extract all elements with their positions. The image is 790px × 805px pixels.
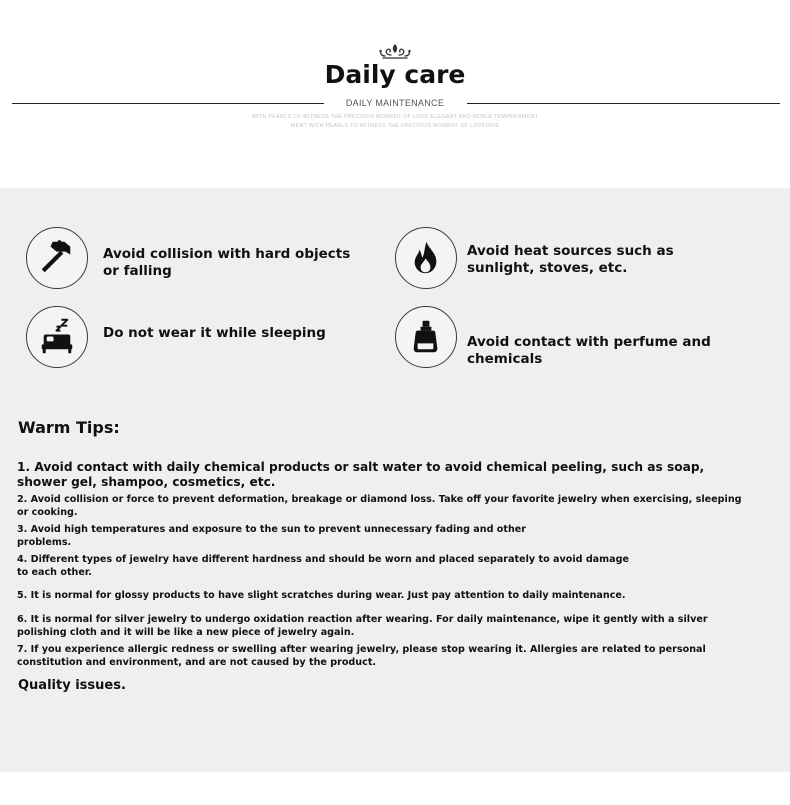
ornament-icon [377, 41, 413, 61]
tip-item: 7. If you experience allergic redness or swelling after wearing jewelry, please stop wearing it. Allergies are related to personal constitution and environment, and are not caused by the product. [17, 644, 706, 668]
tip-item: 6. It is normal for silver jewelry to undergo oxidation reaction after wearing. For daily maintenance, wipe it gently with a silver polishing cloth and it will be like a new piece of jewelry again. [17, 614, 708, 638]
tip-item: 3. Avoid high temperatures and exposure to the sun to prevent unnecessary fading and other problems. [17, 524, 527, 548]
watermark-text-2: MENT WITH PEARLS TO WITNESS THE PRECIOUS MOMENT OF LOVEDIVE [290, 123, 500, 129]
care-item-label: Avoid contact with perfume and chemicals [467, 334, 711, 367]
tips-heading: Warm Tips: [18, 418, 120, 437]
quality-heading: Quality issues. [18, 678, 126, 693]
tip-item: 1. Avoid contact with daily chemical products or salt water to avoid chemical peeling, such as soap, shower gel, shampoo, cosmetics, etc. [17, 460, 705, 489]
perfume-bottle-icon [395, 306, 457, 368]
watermark-text-1: WITH PEARLS TO WITNESS THE PRECIOUS MOMENT OF LOVE ELEGANT AND NOBLE TEMPERAMENT [251, 114, 539, 120]
flame-icon [395, 227, 457, 289]
care-item-label: Do not wear it while sleeping [103, 325, 326, 341]
page-subtitle: DAILY MAINTENANCE [345, 98, 445, 108]
tip-item: 2. Avoid collision or force to prevent deformation, breakage or diamond loss. Take off your favorite jewelry when exercising, sleeping or cooking. [17, 494, 742, 518]
page-header [0, 0, 790, 188]
tip-item: 5. It is normal for glossy products to have slight scratches during wear. Just pay attention to daily maintenance. [17, 590, 626, 601]
tip-item: 4. Different types of jewelry have different hardness and should be worn and placed separately to avoid damage to each other. [17, 554, 629, 578]
sleeping-bed-icon [26, 306, 88, 368]
care-item-label: Avoid heat sources such as sunlight, stoves, etc. [467, 243, 674, 276]
hammer-icon [26, 227, 88, 289]
care-item-label: Avoid collision with hard objects or falling [103, 246, 351, 279]
page-title: Daily care [324, 60, 466, 89]
